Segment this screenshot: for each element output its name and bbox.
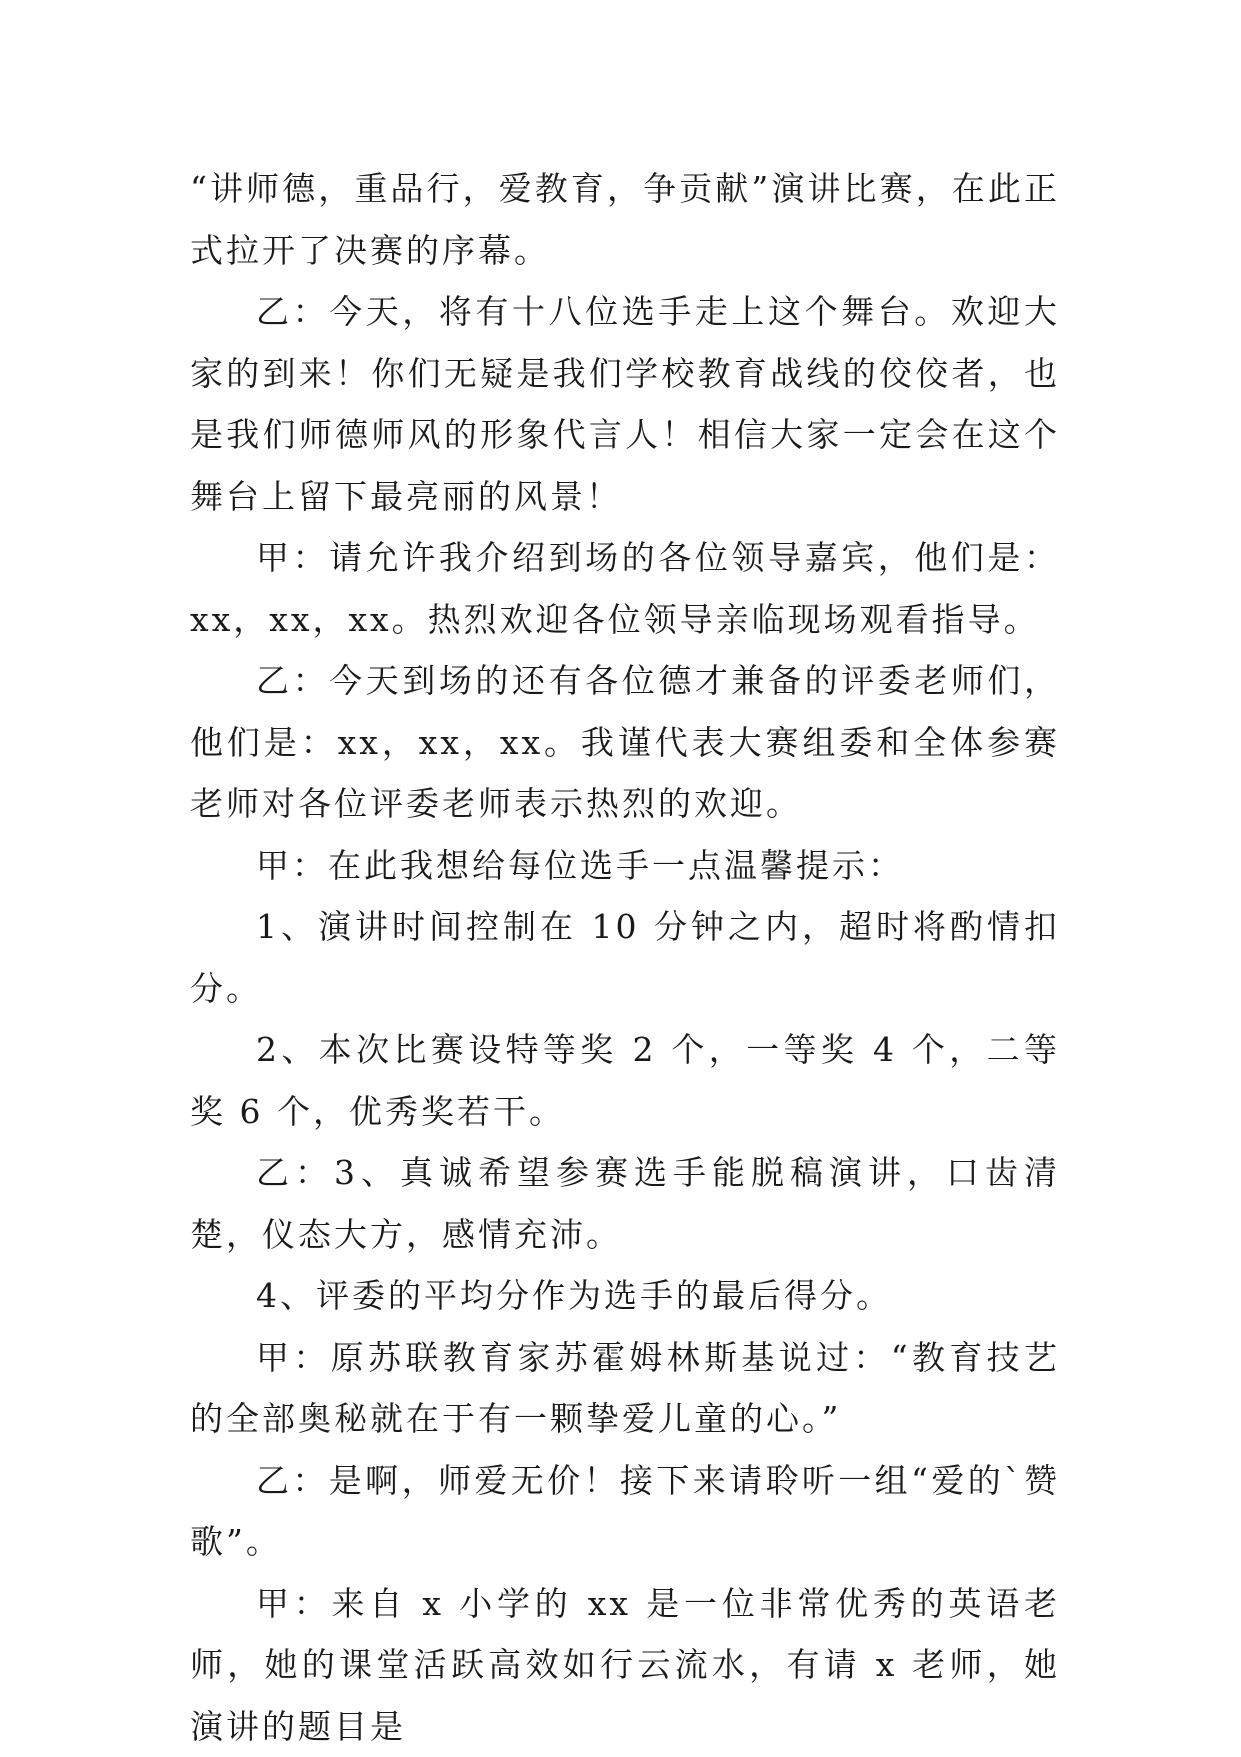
paragraph-7: 2、本次比赛设特等奖 2 个，一等奖 4 个，二等奖 6 个，优秀奖若干。	[190, 1019, 1060, 1142]
paragraph-2: 乙：今天，将有十八位选手走上这个舞台。欢迎大家的到来！你们无疑是我们学校教育战线的佼佼者，也是我们师德师风的形象代言人！相信大家一定会在这个舞台上留下最亮丽的风景！	[190, 281, 1060, 527]
paragraph-3: 甲：请允许我介绍到场的各位领导嘉宾，他们是：xx，xx，xx。热烈欢迎各位领导亲临现场观看指导。	[190, 527, 1060, 650]
paragraph-8: 乙：3、真诚希望参赛选手能脱稿演讲，口齿清楚，仪态大方，感情充沛。	[190, 1142, 1060, 1265]
paragraph-5: 甲：在此我想给每位选手一点温馨提示：	[190, 835, 1060, 897]
paragraph-9: 4、评委的平均分作为选手的最后得分。	[190, 1265, 1060, 1327]
paragraph-4: 乙：今天到场的还有各位德才兼备的评委老师们，他们是：xx，xx，xx。我谨代表大赛组委和全体参赛老师对各位评委老师表示热烈的欢迎。	[190, 650, 1060, 835]
paragraph-12: 甲：来自 x 小学的 xx 是一位非常优秀的英语老师，她的课堂活跃高效如行云流水，有请 x 老师，她演讲的题目是	[190, 1573, 1060, 1757]
document-body	[190, 158, 1060, 1757]
paragraph-6: 1、演讲时间控制在 10 分钟之内，超时将酌情扣分。	[190, 896, 1060, 1019]
paragraph-1: “讲师德，重品行，爱教育，争贡献”演讲比赛，在此正式拉开了决赛的序幕。	[190, 158, 1060, 281]
paragraph-10: 甲：原苏联教育家苏霍姆林斯基说过：“教育技艺的全部奥秘就在于有一颗挚爱儿童的心。”	[190, 1327, 1060, 1450]
paragraph-11: 乙：是啊，师爱无价！接下来请聆听一组“爱的`赞歌”。	[190, 1450, 1060, 1573]
